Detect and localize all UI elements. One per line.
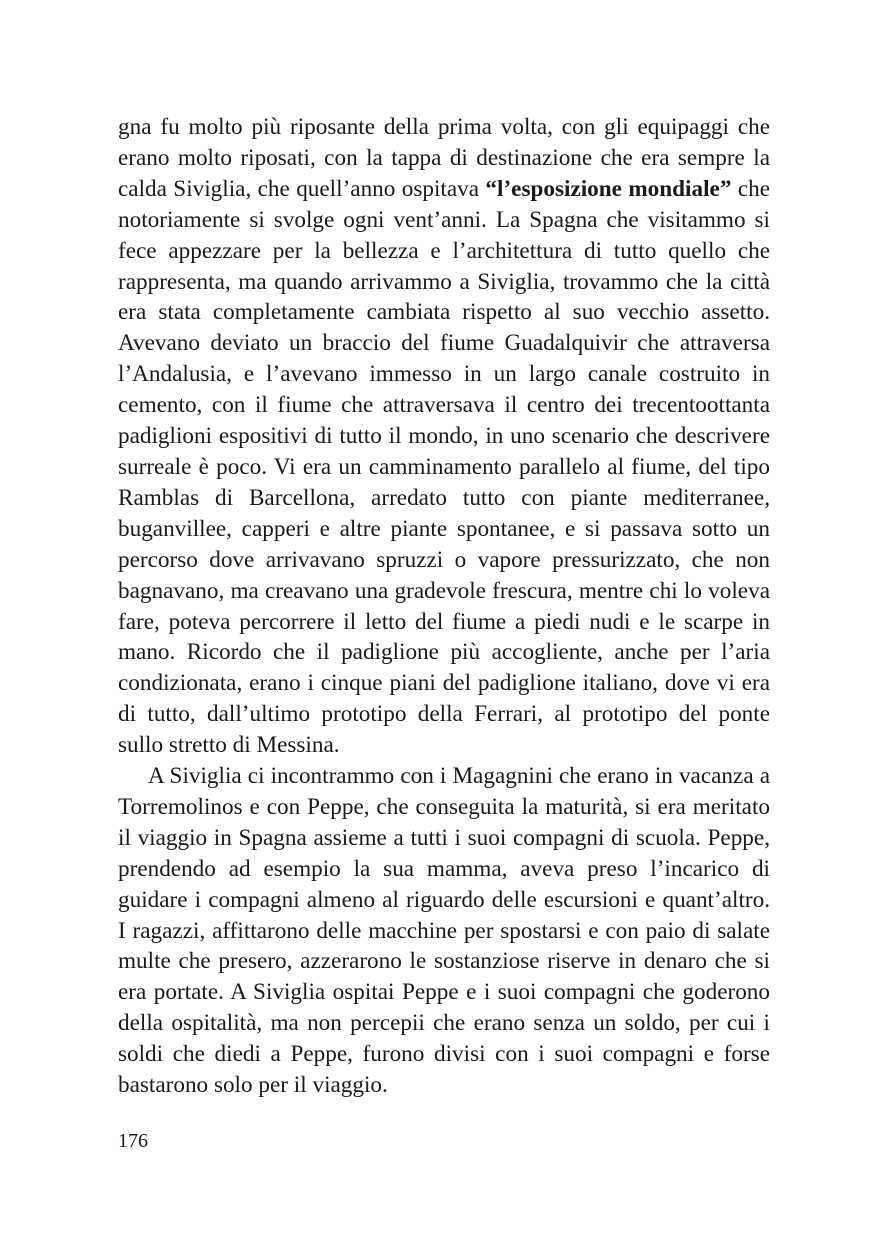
page-number: 176 (118, 1130, 148, 1152)
exposition-bold-phrase: “l’esposizione mondiale” (485, 175, 732, 202)
paragraph-1-start: gna fu molto più riposante della prima volta, con gli equipaggi che erano molto riposati, con la tappa di destinazione che era sempre la calda Siviglia, che quell’anno ospitava (118, 114, 770, 202)
paragraph-1 (118, 112, 770, 761)
body-text (118, 112, 770, 1101)
paragraph-1-rest: che notoriamente si svolge ogni vent’anni. La Spagna che visitammo si fece appezzare per la bellezza e l’architettura di tutto quello che rappresenta, ma quando arrivammo a Siviglia, trovammo che la città era stata completamente cambiata rispetto al suo vecchio assetto. Avevano deviato un braccio del fiume Guadalquivir che attraversa l’Andalusia, e l’avevano immesso in un largo canale costruito in cemento, con il fiume che attraversava il centro dei trecentoottanta padiglioni espositivi di tutto il mondo, in uno scenario che descrivere surreale è poco. Vi era un camminamento parallelo al fiume, del tipo Ramblas di Barcellona, arredato tutto con piante mediterranee, buganvillee, capperi e altre piante spontanee, e si passava sotto un percorso dove arrivavano spruzzi o vapore pressurizzato, che non bagnavano, ma creavano una gradevole frescura, mentre chi lo voleva fare, poteva percorrere il letto del fiume a piedi nudi e le scarpe in mano. Ricordo che il padiglione più accogliente, anche per l’aria condizionata, erano i cinque piani del padiglione italiano, dove vi era di tutto, dall’ultimo prototipo della Ferrari, al prototipo del ponte sullo stretto di Messina. (118, 175, 770, 759)
paragraph-2: A Siviglia ci incontrammo con i Magagnini che erano in vacanza a Torremolinos e con Peppe, che conseguita la maturità, si era meritato il viaggio in Spagna assieme a tutti i suoi compagni di scuola. Peppe, prendendo ad esempio la sua mamma, aveva preso l’incarico di guidare i compagni almeno al riguardo delle escursioni e quant’altro. I ragazzi, affittarono delle macchine per spostarsi e con paio di salate multe che presero, azzerarono le sostanziose riserve in denaro che si era portate. A Siviglia ospitai Peppe e i suoi compagni che goderono della ospitalità, ma non percepii che erano senza un soldo, per cui i soldi che diedi a Peppe, furono divisi con i suoi compagni e forse bastarono solo per il viaggio. (118, 763, 770, 1099)
